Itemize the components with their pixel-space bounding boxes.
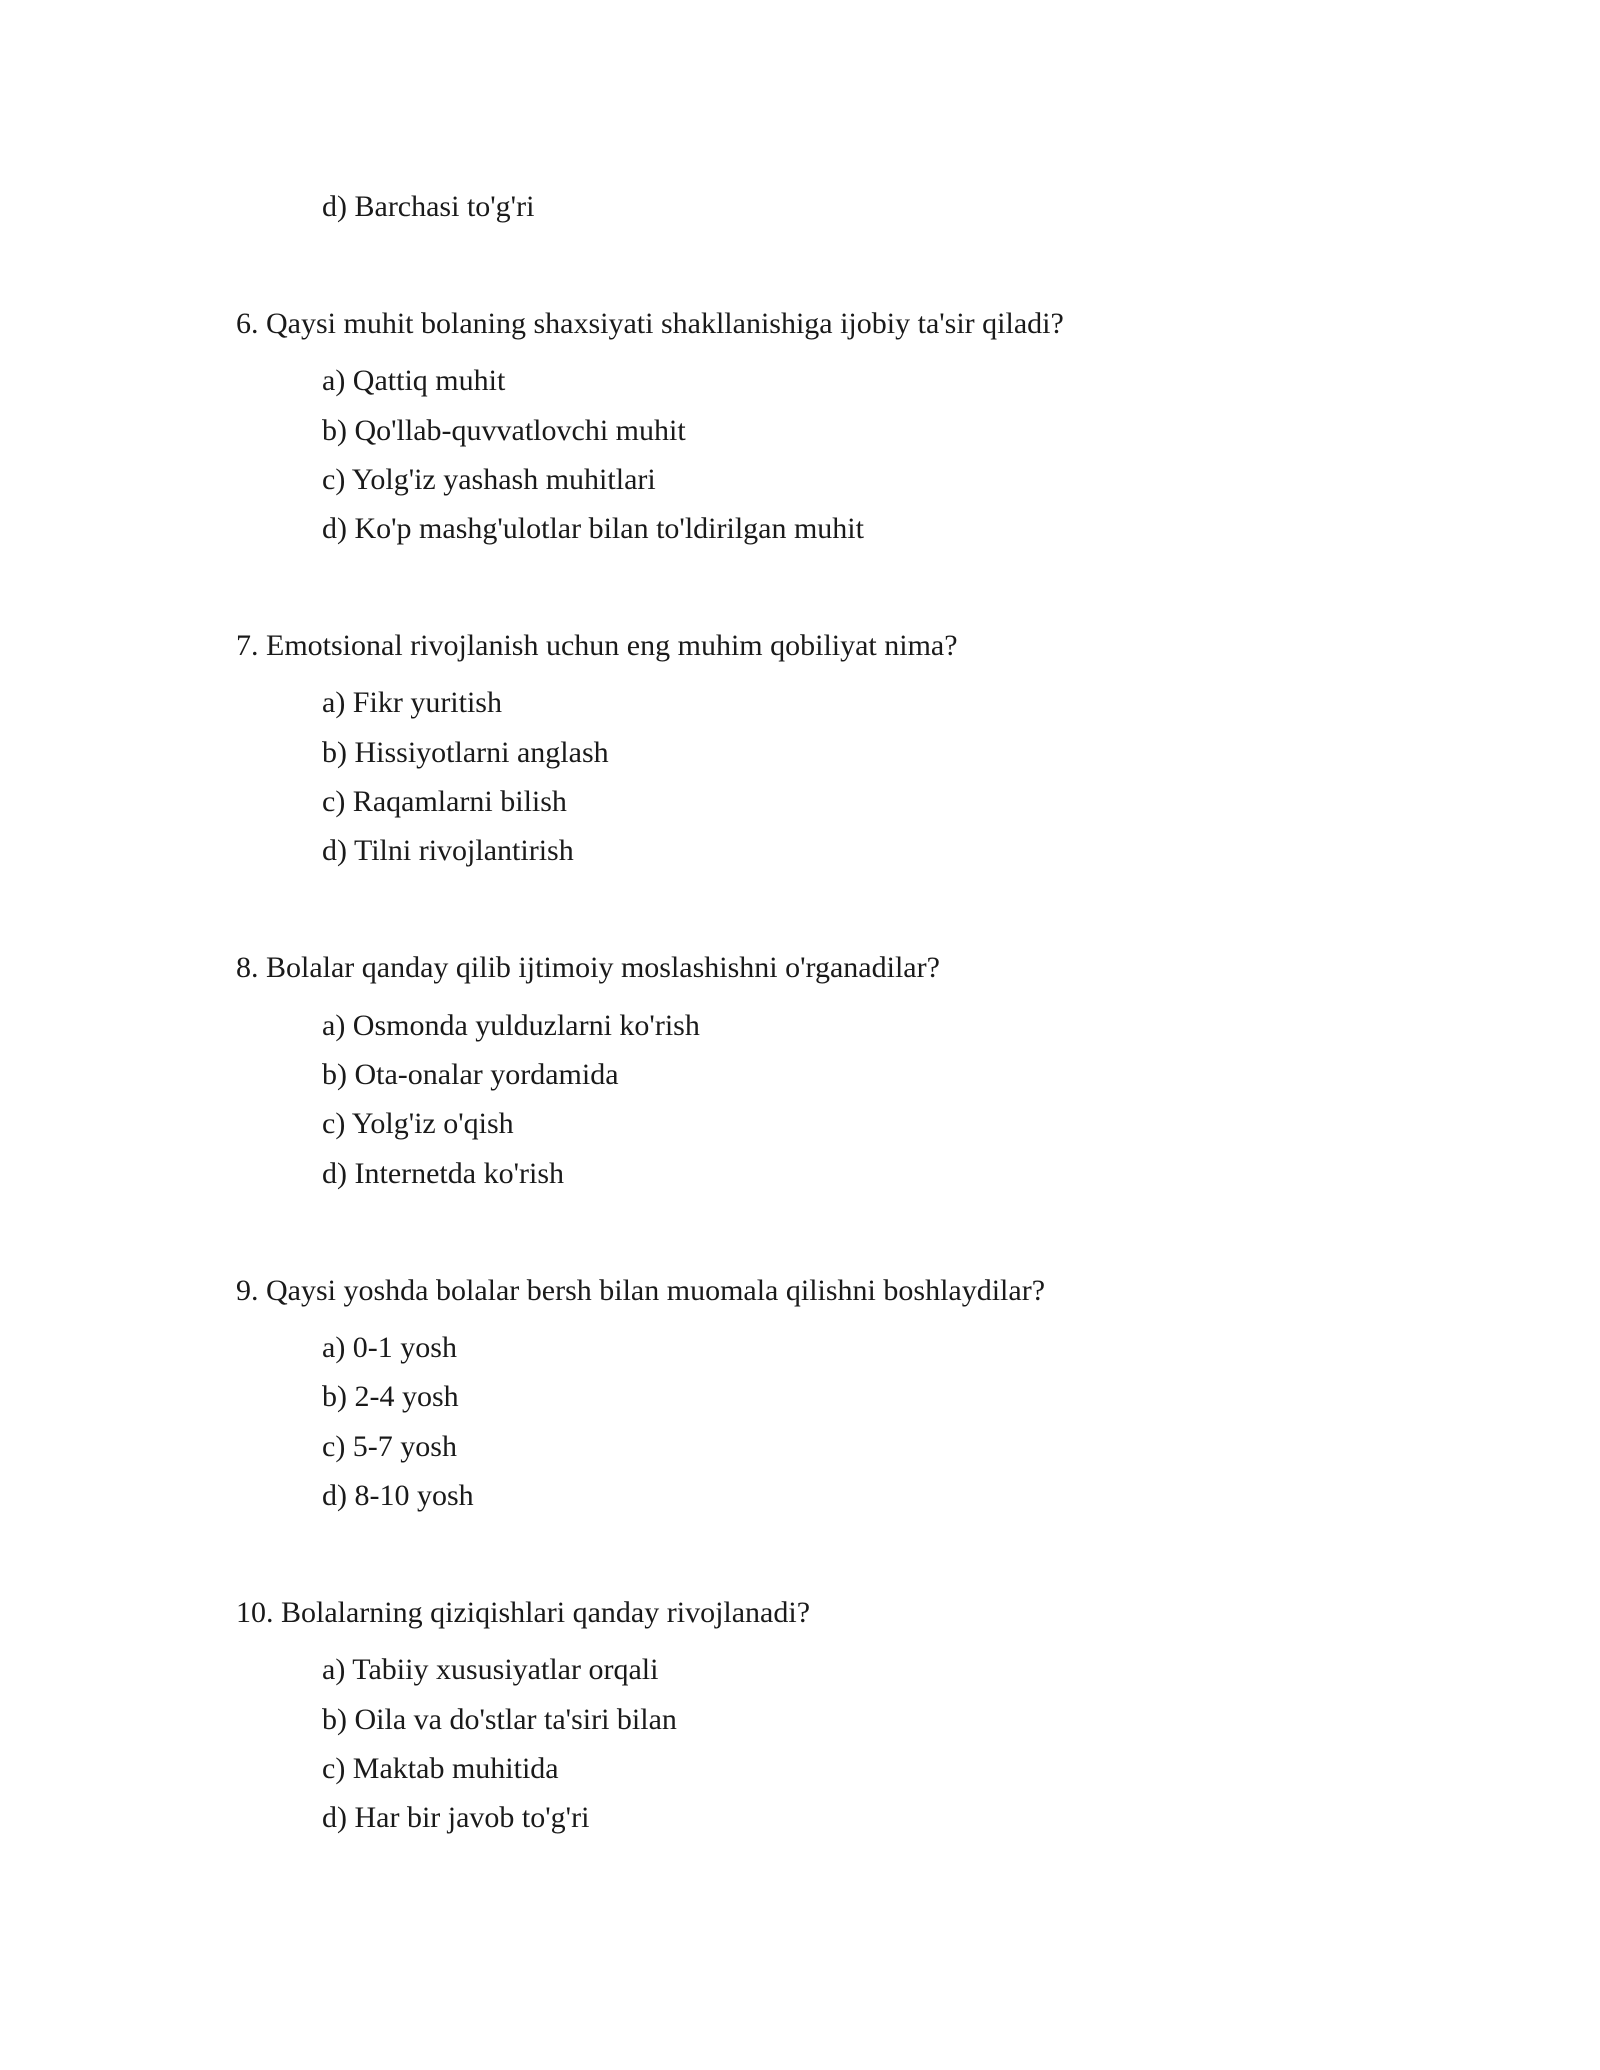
option-a-q7: a) Fikr yuritish bbox=[322, 686, 502, 719]
option-c-q8: c) Yolg'iz o'qish bbox=[322, 1107, 514, 1140]
option-d-q5: d) Barchasi to'g'ri bbox=[322, 190, 535, 223]
option-a-q8: a) Osmonda yulduzlarni ko'rish bbox=[322, 1009, 700, 1042]
option-d-q7: d) Tilni rivojlantirish bbox=[322, 834, 574, 867]
option-b-q7: b) Hissiyotlarni anglash bbox=[322, 736, 609, 769]
option-d-q9: d) 8-10 yosh bbox=[322, 1479, 474, 1512]
question-7: 7. Emotsional rivojlanish uchun eng muhim qobiliyat nima? bbox=[236, 629, 958, 662]
option-b-q9: b) 2-4 yosh bbox=[322, 1380, 459, 1413]
option-d-q6: d) Ko'p mashg'ulotlar bilan to'ldirilgan muhit bbox=[322, 512, 864, 545]
option-d-q8: d) Internetda ko'rish bbox=[322, 1157, 564, 1190]
option-b-q10: b) Oila va do'stlar ta'siri bilan bbox=[322, 1703, 677, 1736]
option-c-q6: c) Yolg'iz yashash muhitlari bbox=[322, 463, 656, 496]
question-6: 6. Qaysi muhit bolaning shaxsiyati shakllanishiga ijobiy ta'sir qiladi? bbox=[236, 307, 1064, 340]
question-10: 10. Bolalarning qiziqishlari qanday rivojlanadi? bbox=[236, 1596, 811, 1629]
option-c-q7: c) Raqamlarni bilish bbox=[322, 785, 567, 818]
option-c-q10: c) Maktab muhitida bbox=[322, 1752, 559, 1785]
question-8: 8. Bolalar qanday qilib ijtimoiy moslashishni o'rganadilar? bbox=[236, 951, 940, 984]
option-b-q6: b) Qo'llab-quvvatlovchi muhit bbox=[322, 414, 686, 447]
option-d-q10: d) Har bir javob to'g'ri bbox=[322, 1801, 590, 1834]
option-b-q8: b) Ota-onalar yordamida bbox=[322, 1058, 619, 1091]
option-a-q10: a) Tabiiy xususiyatlar orqali bbox=[322, 1653, 659, 1686]
option-c-q9: c) 5-7 yosh bbox=[322, 1430, 457, 1463]
option-a-q9: a) 0-1 yosh bbox=[322, 1331, 457, 1364]
option-a-q6: a) Qattiq muhit bbox=[322, 364, 506, 397]
question-9: 9. Qaysi yoshda bolalar bersh bilan muomala qilishni boshlaydilar? bbox=[236, 1274, 1046, 1307]
